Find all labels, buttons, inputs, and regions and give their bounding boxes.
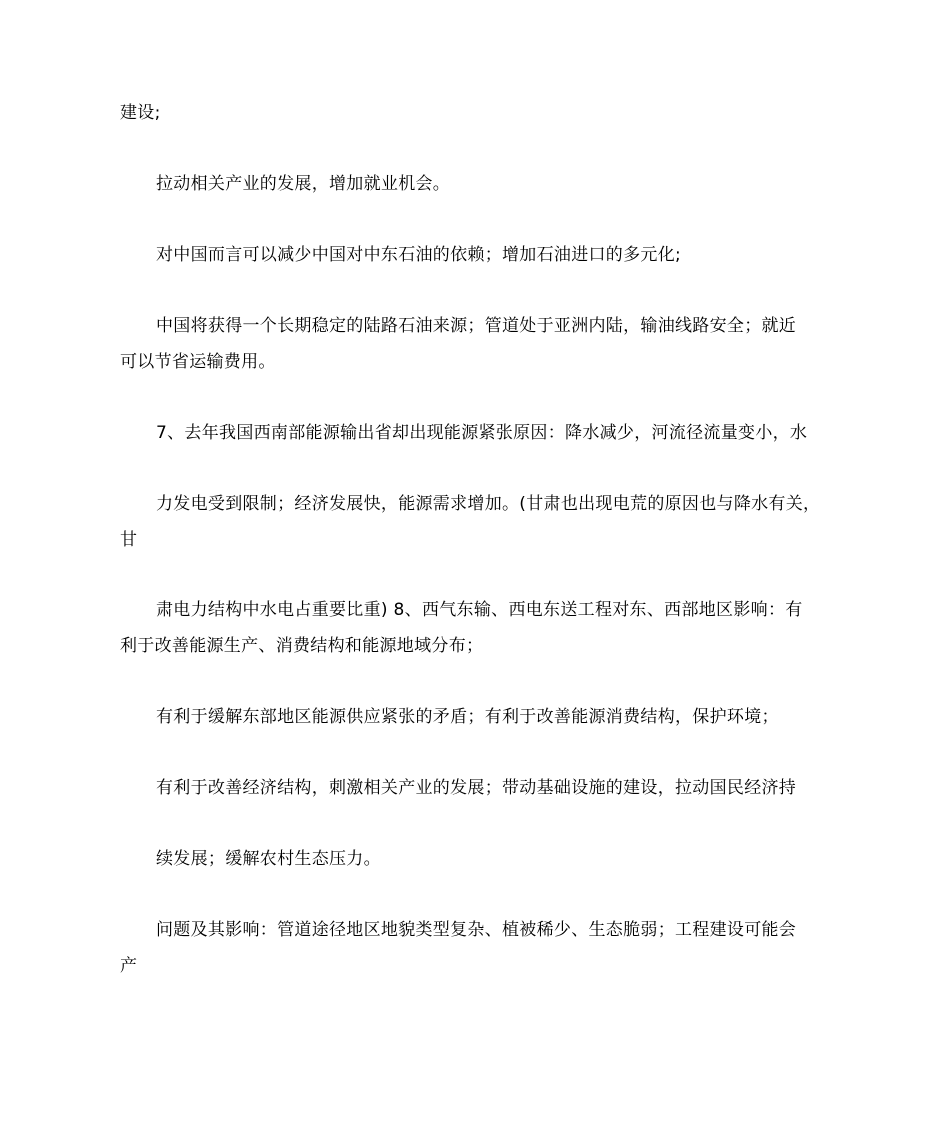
text-line: 有利于改善经济结构，刺激相关产业的发展；带动基础设施的建设，拉动国民经济持 <box>156 778 797 798</box>
text-line: 产 <box>120 956 138 976</box>
text-line: 问题及其影响：管道途径地区地貌类型复杂、植被稀少、生态脆弱；工程建设可能会 <box>156 920 797 940</box>
text-line: 甘 <box>120 530 138 550</box>
text-line: 可以节省运输费用。 <box>120 352 276 372</box>
text-line: 有利于缓解东部地区能源供应紧张的矛盾；有利于改善能源消费结构，保护环境； <box>156 707 779 727</box>
text-line: 7、去年我国西南部能源输出省却出现能源紧张原因：降水减少，河流径流量变小，水 <box>156 423 808 443</box>
text-line: 肃电力结构中水电占重要比重) 8、西气东输、西电东送工程对东、西部地区影响：有 <box>156 600 803 620</box>
text-line: 对中国而言可以减少中国对中东石油的依赖；增加石油进口的多元化; <box>156 245 682 265</box>
text-line: 中国将获得一个长期稳定的陆路石油来源；管道处于亚洲内陆，输油线路安全；就近 <box>156 316 797 336</box>
text-line: 利于改善能源生产、消费结构和能源地域分布； <box>120 636 484 656</box>
text-line: 建设; <box>120 103 161 123</box>
text-line: 拉动相关产业的发展，增加就业机会。 <box>156 174 451 194</box>
text-line: 力发电受到限制；经济发展快，能源需求增加。(甘肃也出现电荒的原因也与降水有关， <box>156 494 821 514</box>
text-line: 续发展；缓解农村生态压力。 <box>156 849 381 869</box>
